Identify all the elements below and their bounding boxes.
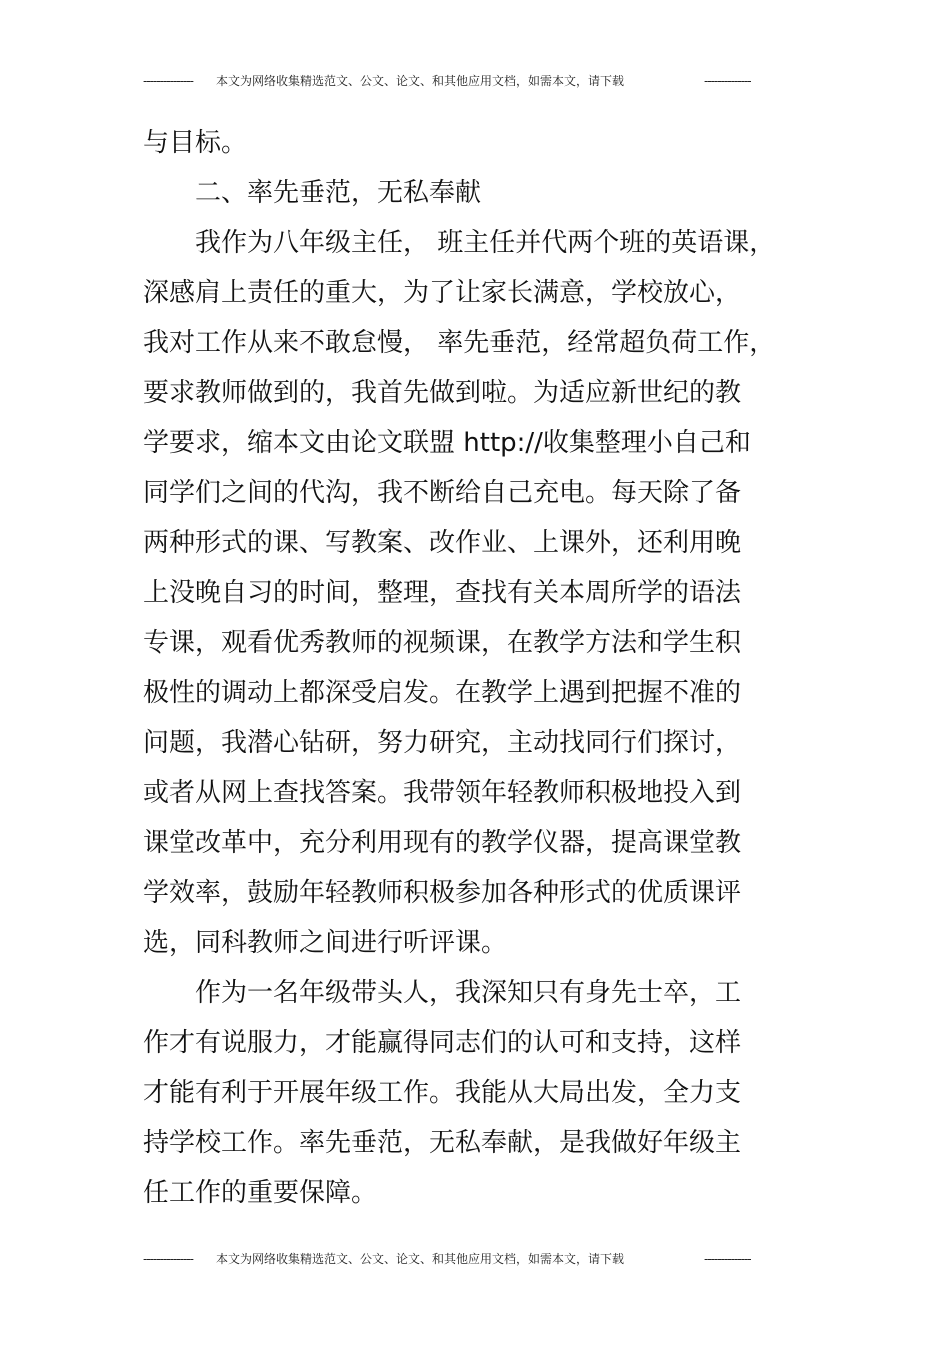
page-footer-banner — [0, 1249, 950, 1269]
body-line: 学效率，鼓励年轻教师积极参加各种形式的优质课评 — [143, 878, 742, 908]
body-line: 上没晚自习的时间，整理，查找有关本周所学的语法 — [143, 578, 742, 608]
footer-dashes-left: --------------- — [143, 1252, 193, 1266]
body-line: 学要求，缩本文由论文联盟 http://收集整理小自己和 — [143, 428, 751, 458]
body-line: 两种形式的课、写教案、改作业、上课外，还利用晚 — [143, 528, 742, 558]
body-line: 任工作的重要保障。 — [143, 1178, 378, 1208]
body-line: 或者从网上查找答案。我带领年轻教师积极地投入到 — [143, 778, 742, 808]
body-line: 作为一名年级带头人，我深知只有身先士卒，工 — [143, 978, 742, 1008]
body-line: 要求教师做到的，我首先做到啦。为适应新世纪的教 — [143, 378, 742, 408]
body-line: 持学校工作。率先垂范，无私奉献，是我做好年级主 — [143, 1128, 742, 1158]
header-notice-text: 本文为网络收集精选范文、公文、论文、和其他应用文档，如需本文，请下载 — [216, 74, 625, 88]
body-line: 与目标。 — [143, 128, 248, 158]
body-line: 我作为八年级主任， 班主任并代两个班的英语课， — [143, 228, 776, 258]
body-line: 深感肩上责任的重大，为了让家长满意，学校放心， — [143, 278, 742, 308]
body-line: 同学们之间的代沟，我不断给自己充电。每天除了备 — [143, 478, 742, 508]
document-body — [143, 118, 803, 1218]
footer-dashes-right: -------------- — [704, 1252, 751, 1266]
header-dashes-right: -------------- — [704, 74, 751, 88]
body-line: 作才有说服力，才能赢得同志们的认可和支持，这样 — [143, 1028, 742, 1058]
body-line: 才能有利于开展年级工作。我能从大局出发，全力支 — [143, 1078, 742, 1108]
body-line: 专课，观看优秀教师的视频课，在教学方法和学生积 — [143, 628, 742, 658]
footer-notice-text: 本文为网络收集精选范文、公文、论文、和其他应用文档，如需本文，请下载 — [216, 1252, 625, 1266]
body-line: 课堂改革中，充分利用现有的教学仪器，提高课堂教 — [143, 828, 742, 858]
body-line: 我对工作从来不敢怠慢， 率先垂范，经常超负荷工作， — [143, 328, 776, 358]
body-line: 选，同科教师之间进行听评课。 — [143, 928, 508, 958]
body-line: 问题，我潜心钻研，努力研究，主动找同行们探讨， — [143, 728, 742, 758]
body-line: 极性的调动上都深受启发。在教学上遇到把握不准的 — [143, 678, 742, 708]
header-dashes-left: --------------- — [143, 74, 193, 88]
section-heading: 二、率先垂范，无私奉献 — [143, 178, 482, 208]
page-header-banner — [0, 71, 950, 91]
